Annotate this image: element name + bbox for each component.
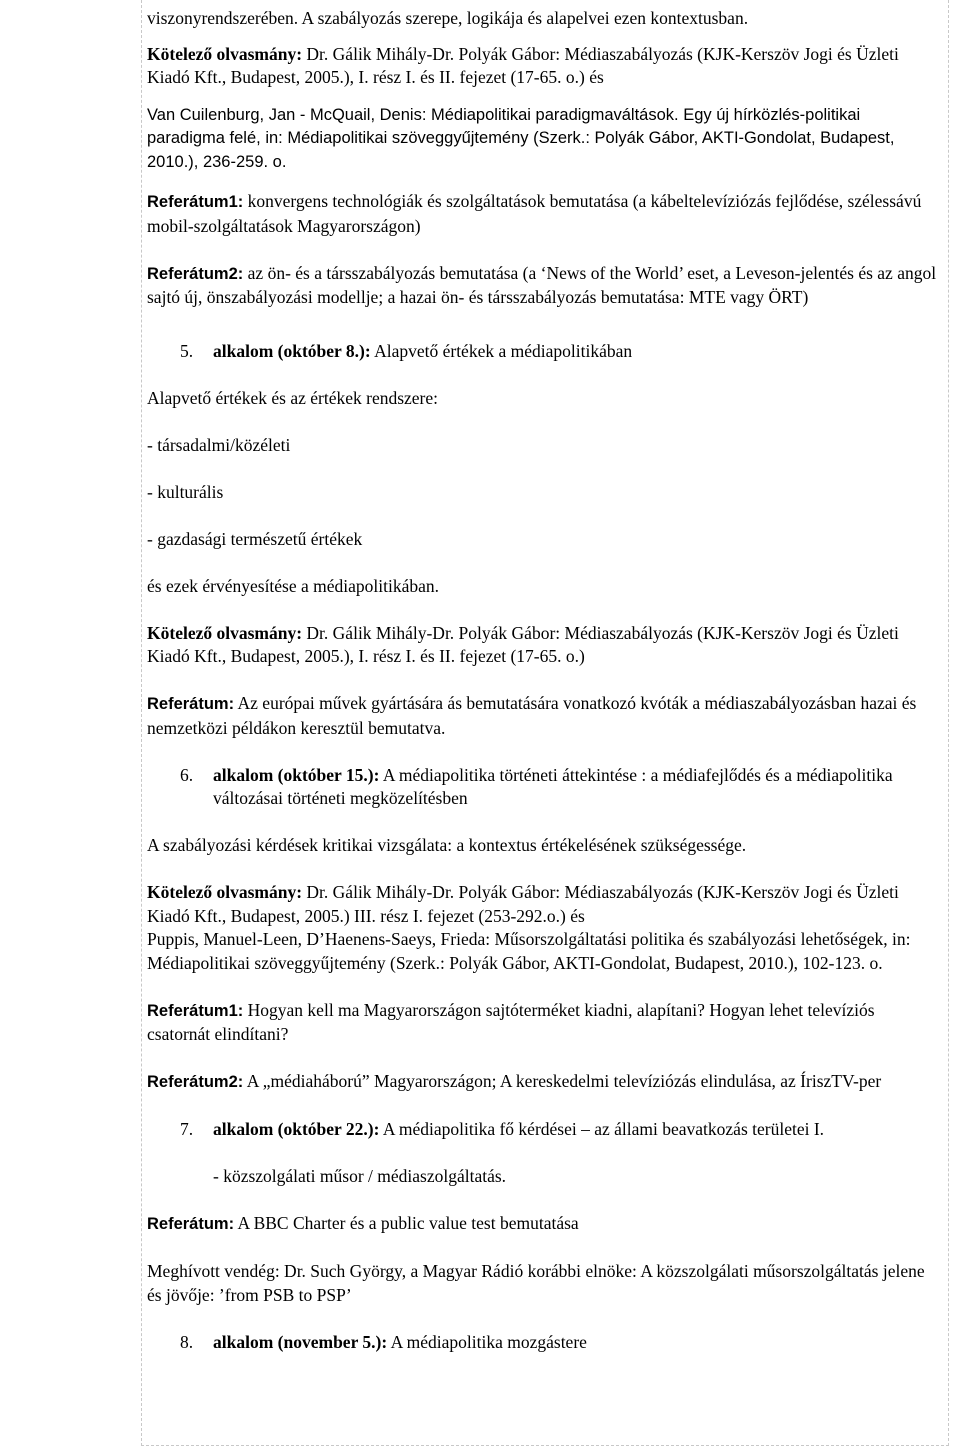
session6-label: alkalom (október 15.): [213,764,380,785]
session6-referat2 [147,1070,937,1095]
referat1-label: Referátum1: [147,1001,244,1020]
document-body [147,7,937,1354]
session8-title: A médiapolitika mozgástere [390,1331,587,1352]
reading-text: Dr. Gálik Mihály-Dr. Polyák Gábor: Médiaszabályozás (KJK-Kerszöv Jogi és Üzleti Kiadó Kft., Budapest, 2005.) III. rész I. fejezet (253-292.o.) és [147,882,899,926]
referat-text: Az európai művek gyártására ás bemutatására vonatkozó kvóták a médiaszabályozásban hazai és nemzetközi példákon keresztül bemutatva. [147,693,917,738]
referat1-text: Hogyan kell ma Magyarországon sajtóterméket kiadni, alapítani? Hogyan lehet televíziós csatornát elindítani? [147,999,875,1044]
session8-heading [147,1331,937,1355]
reading-extra: Van Cuilenburg, Jan - McQuail, Denis: Médiapolitikai paradigmaváltások. Egy új hírközlés-politikai paradigma felé, in: Médiapolitikai szöveggyűjtemény (Szerk.: Polyák Gábor, AKTI-Gondolat, Budapest, 2010.), 236-259. o. [147,105,895,171]
reading-block [147,43,937,90]
values-item: - gazdasági természetű értékek [147,528,363,549]
reading-label: Kötelező olvasmány: [147,622,303,643]
session5-number: 5. [180,340,194,361]
session6-number: 6. [180,764,194,785]
referat1-text: konvergens technológiák és szolgáltatások bemutatása (a kábeltelevíziózás fejlődése, szélessávú mobil-szolgáltatások Magyarországon) [147,191,922,236]
session5-title: Alapvető értékek a médiapolitikában [374,340,633,361]
referat-text: A BBC Charter és a public value test bemutatása [237,1213,579,1233]
session5-reading [147,622,937,669]
values-closing: és ezek érvényesítése a médiapolitikában. [147,575,440,596]
session7-heading [147,1118,937,1142]
intro-line: viszonyrendszerében. A szabályozás szerepe, logikája és alapelvei ezen kontextusban. [147,8,749,28]
session6-heading [147,764,937,811]
referat-label: Referátum: [147,1215,235,1233]
session7-sub: - közszolgálati műsor / médiaszolgáltatás. [213,1166,507,1186]
session7-label: alkalom (október 22.): [213,1119,380,1139]
session6-title: A médiapolitika történeti áttekintése : a médiafejlődés és a médiapolitika változásai történeti megközelítésben [213,764,893,808]
referat2-text: az ön- és a társszabályozás bemutatása (a ‘News of the World’ eset, a Leveson-jelentés és az angol sajtó új, önszabályozási modellje; a hazai ön- és társszabályozás bemutatása: MTE vagy ÖRT) [147,262,937,307]
reading-text: Dr. Gálik Mihály-Dr. Polyák Gábor: Médiaszabályozás (KJK-Kerszöv Jogi és Üzleti Kiadó Kft., Budapest, 2005.), I. rész I. és II. fejezet (17-65. o.) [147,622,899,666]
reading-label: Kötelező olvasmány: [147,882,303,902]
referat2-label: Referátum2: [147,264,244,283]
session6-reading-extra: Puppis, Manuel-Leen, D’Haenens-Saeys, Frieda: Műsorszolgáltatási politika és szabályozási lehetőségek, in: Médiapolitikai szöveggyűjtemény (Szerk.: Polyák Gábor, AKTI-Gondolat, Budapest, 2010.), 102-123. o. [147,929,911,973]
referat1-label: Referátum1: [147,193,244,211]
reading-text: Dr. Gálik Mihály-Dr. Polyák Gábor: Médiaszabályozás (KJK-Kerszöv Jogi és Üzleti Kiadó Kft., Budapest, 2005.), I. rész I. és II. fejezet (17-65. o.) és [147,43,899,87]
values-item: - kulturális [147,481,224,502]
session7-title: A médiapolitika fő kérdései – az állami beavatkozás területei I. [382,1119,825,1139]
session6-referat1 [147,999,937,1047]
session7-number: 7. [180,1119,194,1139]
session8-label: alkalom (november 5.): [213,1331,388,1352]
referat-label: Referátum: [147,695,235,713]
session5-label: alkalom (október 8.): [213,340,371,361]
session5-referat [147,692,937,740]
session8-number: 8. [180,1331,194,1352]
referat2-text: A „médiaháború” Magyarországon; A kereskedelmi televíziózás elindulása, az ÍriszTV-per [246,1071,882,1091]
session6-question: A szabályozási kérdések kritikai vizsgálata: a kontextus értékelésének szükségessége. [147,835,747,855]
referat2 [147,262,937,310]
values-heading: Alapvető értékek és az értékek rendszere: [147,387,439,408]
reading-label: Kötelező olvasmány: [147,43,303,64]
session7-guest: Meghívott vendég: Dr. Such György, a Magyar Rádió korábbi elnöke: A közszolgálati műsorszolgáltatás jelene és jövője: ’from PSB to PSP’ [147,1261,925,1305]
referat2-label: Referátum2: [147,1073,244,1091]
session5-heading [147,340,937,364]
referat1 [147,190,937,238]
session7-referat [147,1212,937,1237]
values-item: - társadalmi/közéleti [147,434,291,455]
session6-reading [147,881,937,928]
